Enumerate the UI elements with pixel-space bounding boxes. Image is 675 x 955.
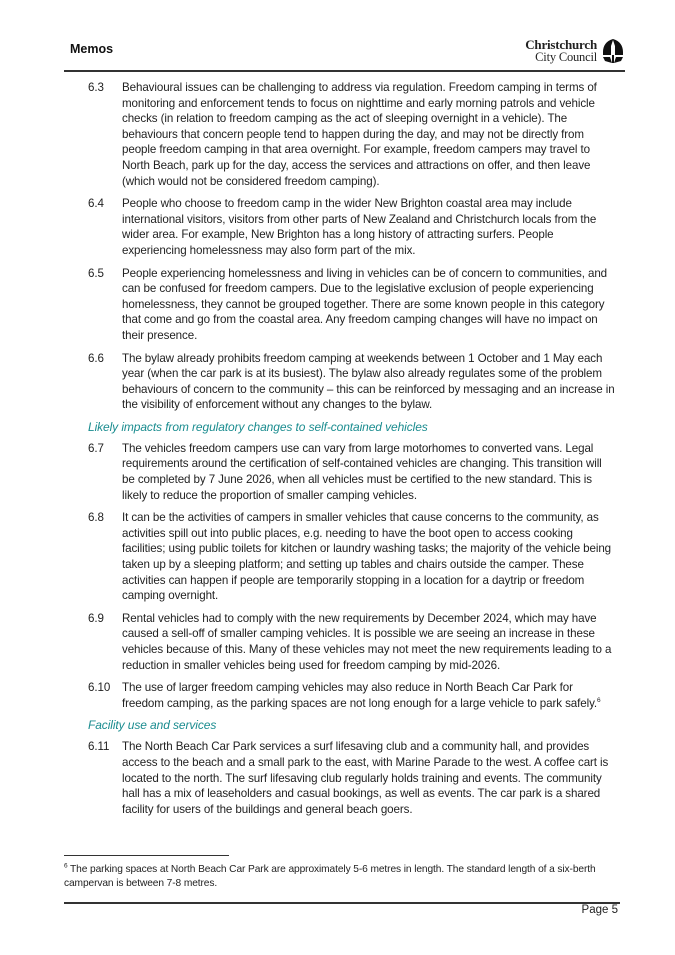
paragraph-6-7 xyxy=(88,441,616,503)
paragraph-text: Rental vehicles had to comply with the new requirements by December 2024, which may have caused a sell-off of smaller camping vehicles. It is possible we are seeing an increase in these vehicles because of this. Many of these vehicles may not meet the new requirements leading to a reduction in smaller vehicles being used for freedom camping by mid-2026. xyxy=(122,611,612,672)
subheading-regulatory-impacts: Likely impacts from regulatory changes to self-contained vehicles xyxy=(88,419,428,434)
paragraph-text: The use of larger freedom camping vehicles may also reduce in North Beach Car Park for freedom camping, as the parking spaces are not long enough for a large vehicle to park safely. xyxy=(122,681,598,710)
footnote xyxy=(64,863,619,891)
paragraph-6-8 xyxy=(88,510,616,604)
paragraph-text: The bylaw already prohibits freedom camping at weekends between 1 October and 1 May each year (when the car park is at its busiest). The bylaw also already regulates some of the problem behaviours of concern to the community – this can be reinforced by messaging and an increase in the visibility of enforcement without any changes to the bylaw. xyxy=(122,351,615,412)
subheading-facility-use: Facility use and services xyxy=(88,718,217,733)
footnote-marker: 6 xyxy=(64,862,68,870)
paragraph-number: 6.6 xyxy=(88,351,104,365)
logo-line-2: City Council xyxy=(535,50,597,64)
paragraph-text: People experiencing homelessness and living in vehicles can be of concern to communities, and can be confused for freedom campers. Due to the legislative exclusion of people experiencing homelessness, they cannot be grouped together. There are some known people in this category that come and go from the coastal area. Any freedom camping changes will have no impact on their presence. xyxy=(122,266,608,342)
page-number: Page 5 xyxy=(581,904,618,916)
footnote-divider xyxy=(64,855,229,856)
paragraph-number: 6.4 xyxy=(88,197,104,211)
paragraph-number: 6.3 xyxy=(88,81,104,94)
paragraph-text: People who choose to freedom camp in the wider New Brighton coastal area may include international visitors, visitors from other parts of New Zealand and Christchurch locals from the wider area. For example, New Brighton has a long history of attracting surfers. People experiencing homelessness may also form part of the mix. xyxy=(122,197,597,257)
cathedral-logo-icon xyxy=(601,38,625,64)
footnote-text: The parking spaces at North Beach Car Park are approximately 5-6 metres in length. The standard length of a six-berth campervan is between 7-8 metres. xyxy=(64,864,596,889)
paragraph-number: 6.8 xyxy=(88,511,104,525)
paragraph-6-11 xyxy=(88,739,616,817)
footnote-reference[interactable]: 6 xyxy=(597,696,601,704)
paragraph-number: 6.7 xyxy=(88,441,104,455)
paragraph-number: 6.11 xyxy=(88,740,110,754)
paragraph-number: 6.9 xyxy=(88,611,104,625)
paragraph-6-4 xyxy=(88,196,616,258)
paragraph-6-6 xyxy=(88,351,616,413)
paragraph-text: It can be the activities of campers in smaller vehicles that cause concerns to the community, as activities spill out into public places, e.g. needing to have the boot open to access cooking facilities; using public toilets for kitchen or laundry washing tasks; the majority of the vehicle being taken up by a sleeping platform; and setting up tables and chairs outside the camper. These activities can happen if people are temporarily stopping in a location for a daytrip or freedom camping overnight. xyxy=(122,511,612,603)
logo-line-1: Christchurch xyxy=(525,37,597,52)
paragraph-number: 6.10 xyxy=(88,681,111,695)
memo-body xyxy=(88,80,616,824)
header-divider xyxy=(64,70,625,72)
footer-divider xyxy=(64,902,620,904)
paragraph-text: The North Beach Car Park services a surf lifesaving club and a community hall, and provides access to the beach and a small park to the east, with Marine Parade to the west. A coffee cart is located to the north. The surf lifesaving club regularly holds training and events. The community hall has a mix of leaseholders and casual bookings, as well as events. The car park is a shared facility for users of the buildings and general beach goers. xyxy=(122,740,609,816)
paragraph-6-10 xyxy=(88,680,616,711)
page-header xyxy=(50,36,625,72)
paragraph-6-9 xyxy=(88,611,616,673)
paragraph-6-5 xyxy=(88,266,616,344)
paragraph-number: 6.5 xyxy=(88,266,104,280)
paragraph-text: The vehicles freedom campers use can vary from large motorhomes to converted vans. Legal requirements around the certification of self-contained vehicles are changing. This transition will be completed by 7 June 2026, when all vehicles must be certified to the new standard. This is likely to reduce the proportion of smaller camping vehicles. xyxy=(122,441,602,502)
council-logo xyxy=(525,38,625,64)
document-type-title: Memos xyxy=(70,42,114,56)
paragraph-6-3 xyxy=(88,80,616,189)
paragraph-text: Behavioural issues can be challenging to address via regulation. Freedom camping in terms of monitoring and enforcement tends to focus on nighttime and early morning patrols and vehicle checks (in relation to freedom camping as the act of sleeping overnight in a vehicle). The behaviours that concern people tend to happen during the day, and may not be directly from people freedom camping in that area overnight. For example, freedom campers may travel to North Beach, park up for the day, access the services and attractions on offer, and then leave (which would not be considered freedom camping). xyxy=(122,81,597,188)
